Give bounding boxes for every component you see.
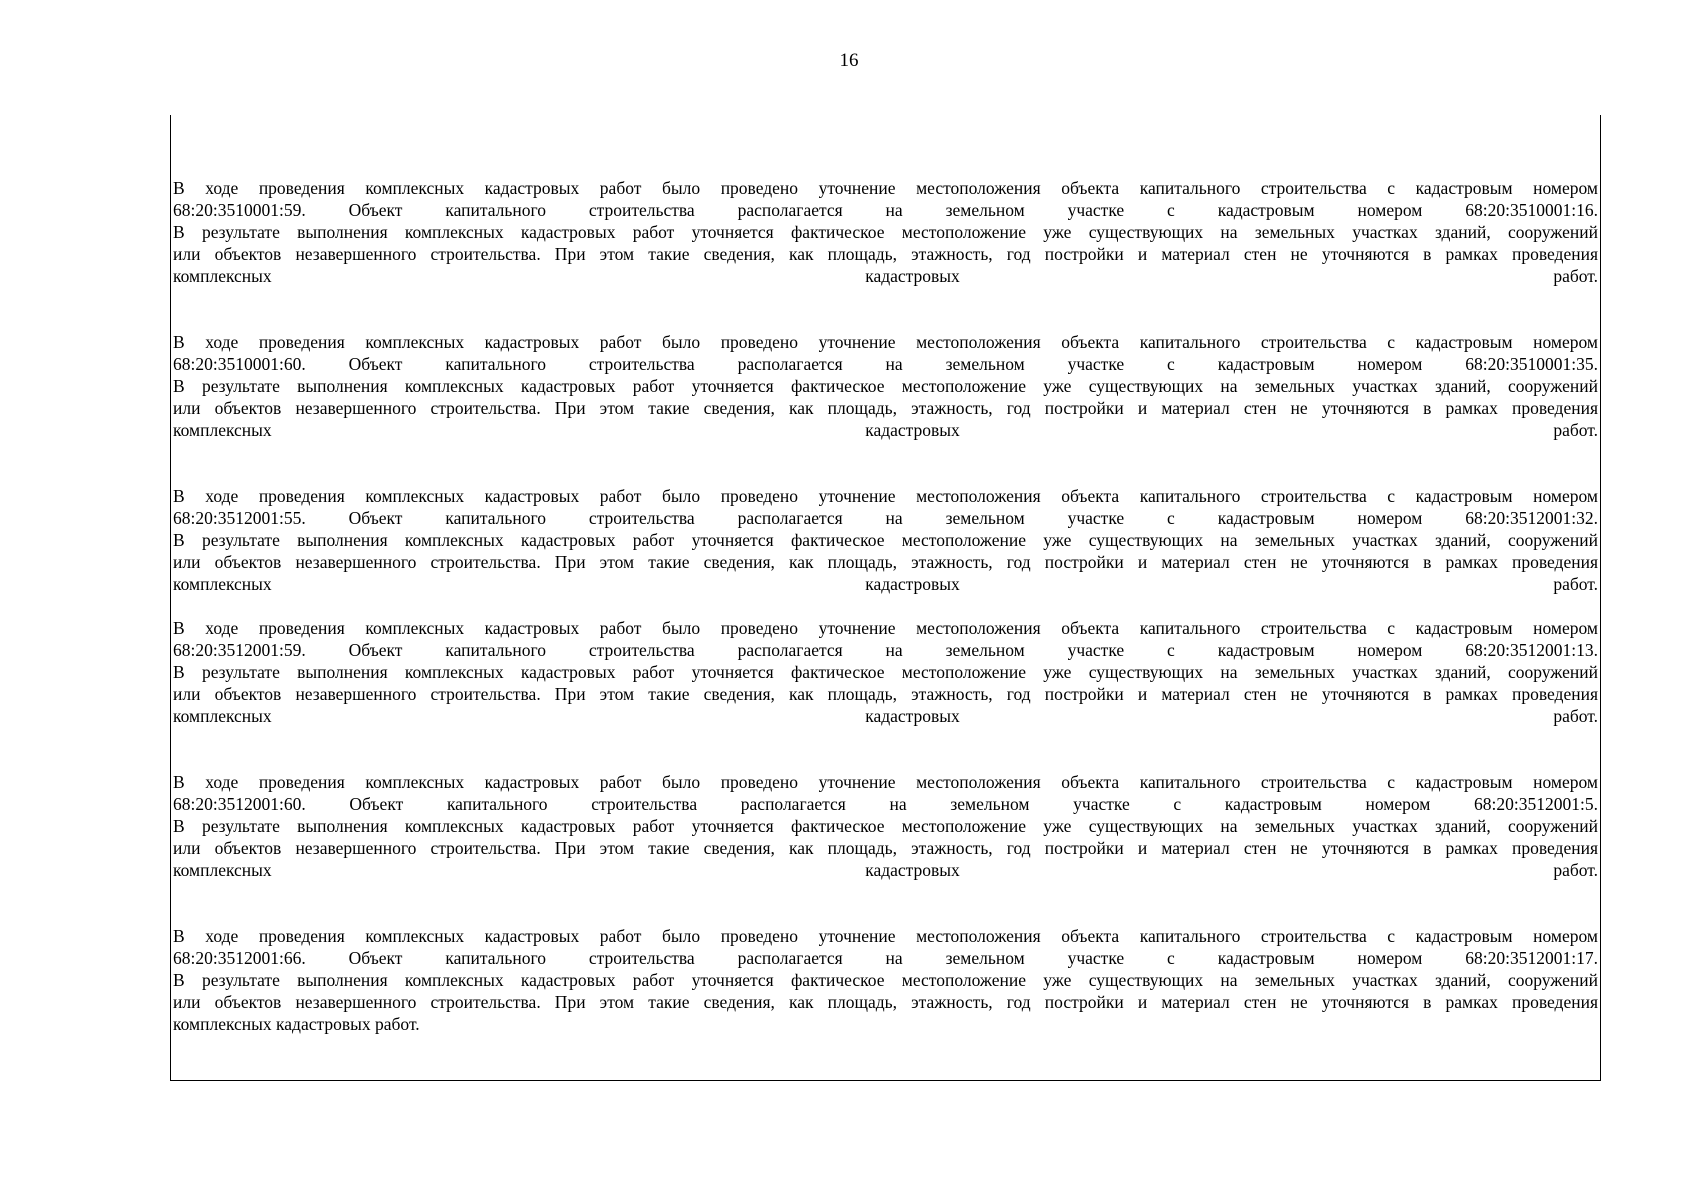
paragraph-line: В ходе проведения комплексных кадастровых работ было проведено уточнение местоположения объекта капитального строительства с кадастровым номером bbox=[173, 486, 1598, 506]
paragraph-line: В ходе проведения комплексных кадастровых работ было проведено уточнение местоположения объекта капитального строительства с кадастровым номером bbox=[173, 178, 1598, 198]
paragraph-line: В ходе проведения комплексных кадастровых работ было проведено уточнение местоположения объекта капитального строительства с кадастровым номером bbox=[173, 332, 1598, 352]
paragraph bbox=[173, 617, 1598, 727]
document-content bbox=[173, 177, 1598, 1035]
paragraph-line: комплексных кадастровых работ. bbox=[173, 706, 1598, 726]
document-frame bbox=[170, 115, 1601, 1081]
paragraph-line: 68:20:3512001:66. Объект капитального строительства располагается на земельном участке с кадастровым номером 68:20:3512001:17. bbox=[173, 948, 1598, 968]
paragraph-line: В результате выполнения комплексных кадастровых работ уточняется фактическое местоположение уже существующих на земельных участках зданий, сооружений bbox=[173, 662, 1598, 682]
paragraph-spacer bbox=[173, 441, 1598, 485]
paragraph-line: В результате выполнения комплексных кадастровых работ уточняется фактическое местоположение уже существующих на земельных участках зданий, сооружений bbox=[173, 376, 1598, 396]
paragraph-spacer bbox=[173, 881, 1598, 925]
paragraph-line: комплексных кадастровых работ. bbox=[173, 574, 1598, 594]
paragraph-line: комплексных кадастровых работ. bbox=[173, 1014, 420, 1034]
paragraph bbox=[173, 177, 1598, 287]
paragraph-line: или объектов незавершенного строительства. При этом такие сведения, как площадь, этажность, год постройки и материал стен не уточняются в рамках проведения bbox=[173, 552, 1598, 572]
paragraph-line: В результате выполнения комплексных кадастровых работ уточняется фактическое местоположение уже существующих на земельных участках зданий, сооружений bbox=[173, 816, 1598, 836]
paragraph bbox=[173, 925, 1598, 1035]
paragraph-line: 68:20:3512001:60. Объект капитального строительства располагается на земельном участке с кадастровым номером 68:20:3512001:5. bbox=[173, 794, 1598, 814]
paragraph bbox=[173, 485, 1598, 595]
paragraph-line: В ходе проведения комплексных кадастровых работ было проведено уточнение местоположения объекта капитального строительства с кадастровым номером bbox=[173, 618, 1598, 638]
paragraph-line: 68:20:3512001:59. Объект капитального строительства располагается на земельном участке с кадастровым номером 68:20:3512001:13. bbox=[173, 640, 1598, 660]
paragraph-spacer bbox=[173, 287, 1598, 331]
paragraph-line: В результате выполнения комплексных кадастровых работ уточняется фактическое местоположение уже существующих на земельных участках зданий, сооружений bbox=[173, 530, 1598, 550]
paragraph bbox=[173, 331, 1598, 441]
paragraph-line: В результате выполнения комплексных кадастровых работ уточняется фактическое местоположение уже существующих на земельных участках зданий, сооружений bbox=[173, 222, 1598, 242]
paragraph bbox=[173, 771, 1598, 881]
paragraph-line: В ходе проведения комплексных кадастровых работ было проведено уточнение местоположения объекта капитального строительства с кадастровым номером bbox=[173, 772, 1598, 792]
page-number: 16 bbox=[839, 50, 859, 71]
paragraph-line: или объектов незавершенного строительства. При этом такие сведения, как площадь, этажность, год постройки и материал стен не уточняются в рамках проведения bbox=[173, 684, 1598, 704]
paragraph-line: 68:20:3512001:55. Объект капитального строительства располагается на земельном участке с кадастровым номером 68:20:3512001:32. bbox=[173, 508, 1598, 528]
paragraph-line: комплексных кадастровых работ. bbox=[173, 860, 1598, 880]
paragraph-line: комплексных кадастровых работ. bbox=[173, 266, 1598, 286]
paragraph-spacer bbox=[173, 727, 1598, 771]
paragraph-line: В результате выполнения комплексных кадастровых работ уточняется фактическое местоположение уже существующих на земельных участках зданий, сооружений bbox=[173, 970, 1598, 990]
paragraph-line: 68:20:3510001:59. Объект капитального строительства располагается на земельном участке с кадастровым номером 68:20:3510001:16. bbox=[173, 200, 1598, 220]
paragraph-line: или объектов незавершенного строительства. При этом такие сведения, как площадь, этажность, год постройки и материал стен не уточняются в рамках проведения bbox=[173, 992, 1598, 1012]
paragraph-line: комплексных кадастровых работ. bbox=[173, 420, 1598, 440]
paragraph-spacer bbox=[173, 595, 1598, 617]
paragraph-line: В ходе проведения комплексных кадастровых работ было проведено уточнение местоположения объекта капитального строительства с кадастровым номером bbox=[173, 926, 1598, 946]
paragraph-line: или объектов незавершенного строительства. При этом такие сведения, как площадь, этажность, год постройки и материал стен не уточняются в рамках проведения bbox=[173, 244, 1598, 264]
paragraph-line: или объектов незавершенного строительства. При этом такие сведения, как площадь, этажность, год постройки и материал стен не уточняются в рамках проведения bbox=[173, 398, 1598, 418]
paragraph-line: или объектов незавершенного строительства. При этом такие сведения, как площадь, этажность, год постройки и материал стен не уточняются в рамках проведения bbox=[173, 838, 1598, 858]
paragraph-line: 68:20:3510001:60. Объект капитального строительства располагается на земельном участке с кадастровым номером 68:20:3510001:35. bbox=[173, 354, 1598, 374]
